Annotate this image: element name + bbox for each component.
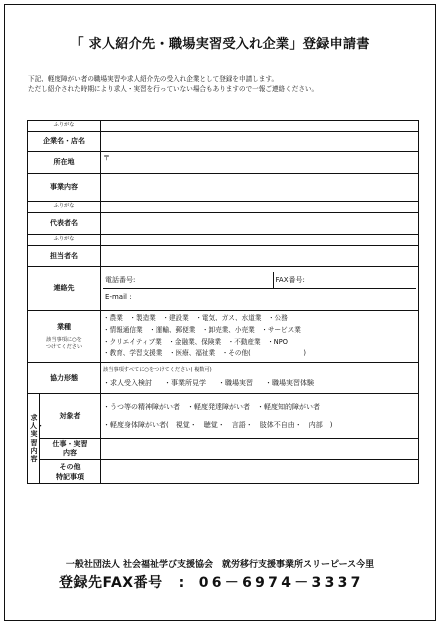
- representative-kana-row: [28, 202, 419, 213]
- work-content-field[interactable]: [101, 439, 419, 460]
- cooperation-option-visit[interactable]: ・事業所見学: [164, 378, 207, 387]
- person-row: [28, 246, 419, 267]
- target-row: [28, 394, 419, 439]
- cooperation-row: [28, 363, 419, 394]
- company-name-label: 企業名・店名: [28, 132, 101, 152]
- industry-note: 該当事項に○を つけてください: [45, 337, 83, 350]
- representative-furigana-field[interactable]: [101, 202, 419, 213]
- registration-table: [27, 120, 419, 484]
- cooperation-label: 協力形態: [28, 363, 101, 394]
- cooperation-options: [101, 363, 419, 394]
- phone-field[interactable]: [103, 272, 273, 289]
- contact-cell: [101, 267, 419, 311]
- postal-mark: 〒: [103, 154, 111, 162]
- fax-label: FAX番号:: [275, 275, 305, 284]
- person-in-charge-field[interactable]: [101, 246, 419, 267]
- work-content-label: 仕事・実習 内容: [40, 439, 101, 460]
- address-row: [28, 152, 419, 174]
- representative-field[interactable]: [101, 213, 419, 235]
- target-option-line-2[interactable]: ・軽度身体障がい者( 視覚・ 聴覚・ 言語・ 肢体不自由・ 内部 ): [103, 421, 333, 429]
- contact-label: 連絡先: [28, 267, 101, 311]
- registration-fax: [59, 572, 364, 592]
- industry-label-cell: [28, 311, 101, 363]
- other-notes-label: その他 特記事項: [40, 460, 101, 484]
- person-furigana-label: ふりがな: [28, 235, 101, 246]
- business-label: 事業内容: [28, 174, 101, 202]
- target-label: 対象者: [40, 394, 101, 439]
- cooperation-option-internship[interactable]: ・職場実習: [218, 378, 254, 387]
- contact-row: [28, 267, 419, 311]
- cooperation-note: 該当事項すべてに○をつけてください( 複数可): [103, 366, 212, 373]
- organization-name: 一般社団法人 社会福祉学び支援協会 就労移行支援事業所スリーピース今里: [65, 560, 375, 570]
- fax-number-label: 登録先FAX番号: [59, 575, 163, 591]
- cooperation-option-trial[interactable]: ・職場実習体験: [265, 378, 315, 387]
- work-row: [28, 439, 419, 460]
- target-options: [101, 394, 419, 439]
- industry-option-line-1[interactable]: ・農業 ・製造業 ・建設業 ・電気、ガス、水道業 ・公務: [103, 314, 288, 323]
- person-in-charge-label: 担当者名: [28, 246, 101, 267]
- fax-number: 06－6974－3337: [198, 575, 364, 591]
- business-row: [28, 174, 419, 202]
- representative-furigana-label: ふりがな: [28, 202, 101, 213]
- email-label: E-mail :: [105, 292, 132, 301]
- contact-subtable: [103, 272, 416, 305]
- intro-line-1: 下記、軽度障がい者の職場実習や求人紹介先の受入れ企業として登録を申請します。: [28, 75, 279, 83]
- company-kana-row: [28, 121, 419, 132]
- address-label: 所在地: [28, 152, 101, 174]
- business-field[interactable]: [101, 174, 419, 202]
- industry-label: 業種: [57, 322, 71, 331]
- intro-line-2: ただし紹介された時期により求人・実習を行っていない場合もありますので一報ご連絡ください。: [28, 84, 319, 93]
- representative-row: [28, 213, 419, 235]
- industry-option-line-2[interactable]: ・情報通信業 ・運輸、郵便業 ・卸売業、小売業 ・サービス業: [103, 325, 301, 334]
- company-furigana-field[interactable]: [101, 121, 419, 132]
- company-name-field[interactable]: [101, 132, 419, 152]
- phone-label: 電話番号:: [105, 275, 136, 284]
- company-row: [28, 132, 419, 152]
- industry-option-line-3[interactable]: ・クリエイティブ業 ・金融業、保険業 ・不動産業 ・NPO: [103, 337, 288, 346]
- target-option-line-1[interactable]: ・うつ等の精神障がい者 ・軽度発達障がい者 ・軽度知的障がい者: [103, 403, 321, 411]
- application-form-page: [4, 4, 436, 621]
- address-field[interactable]: [101, 152, 419, 174]
- cooperation-option-recruit[interactable]: ・求人受入検討: [103, 378, 153, 387]
- fax-field[interactable]: [273, 272, 416, 289]
- person-furigana-field[interactable]: [101, 235, 419, 246]
- company-furigana-label: ふりがな: [28, 121, 101, 132]
- email-field[interactable]: [103, 289, 416, 306]
- job-content-side-label: 求人・実習内容: [28, 394, 40, 484]
- other-notes-field[interactable]: [101, 460, 419, 484]
- industry-options: [101, 311, 419, 363]
- representative-label: 代表者名: [28, 213, 101, 235]
- intro-text: [28, 75, 318, 94]
- other-row: [28, 460, 419, 484]
- form-title: 「 求人紹介先・職場実習受入れ企業」登録申請書: [70, 37, 370, 52]
- industry-option-line-4[interactable]: ・教育、学習支援業 ・医療、福祉業 ・その他( ): [103, 349, 306, 358]
- fax-colon: :: [178, 575, 185, 591]
- industry-row: [28, 311, 419, 363]
- person-kana-row: [28, 235, 419, 246]
